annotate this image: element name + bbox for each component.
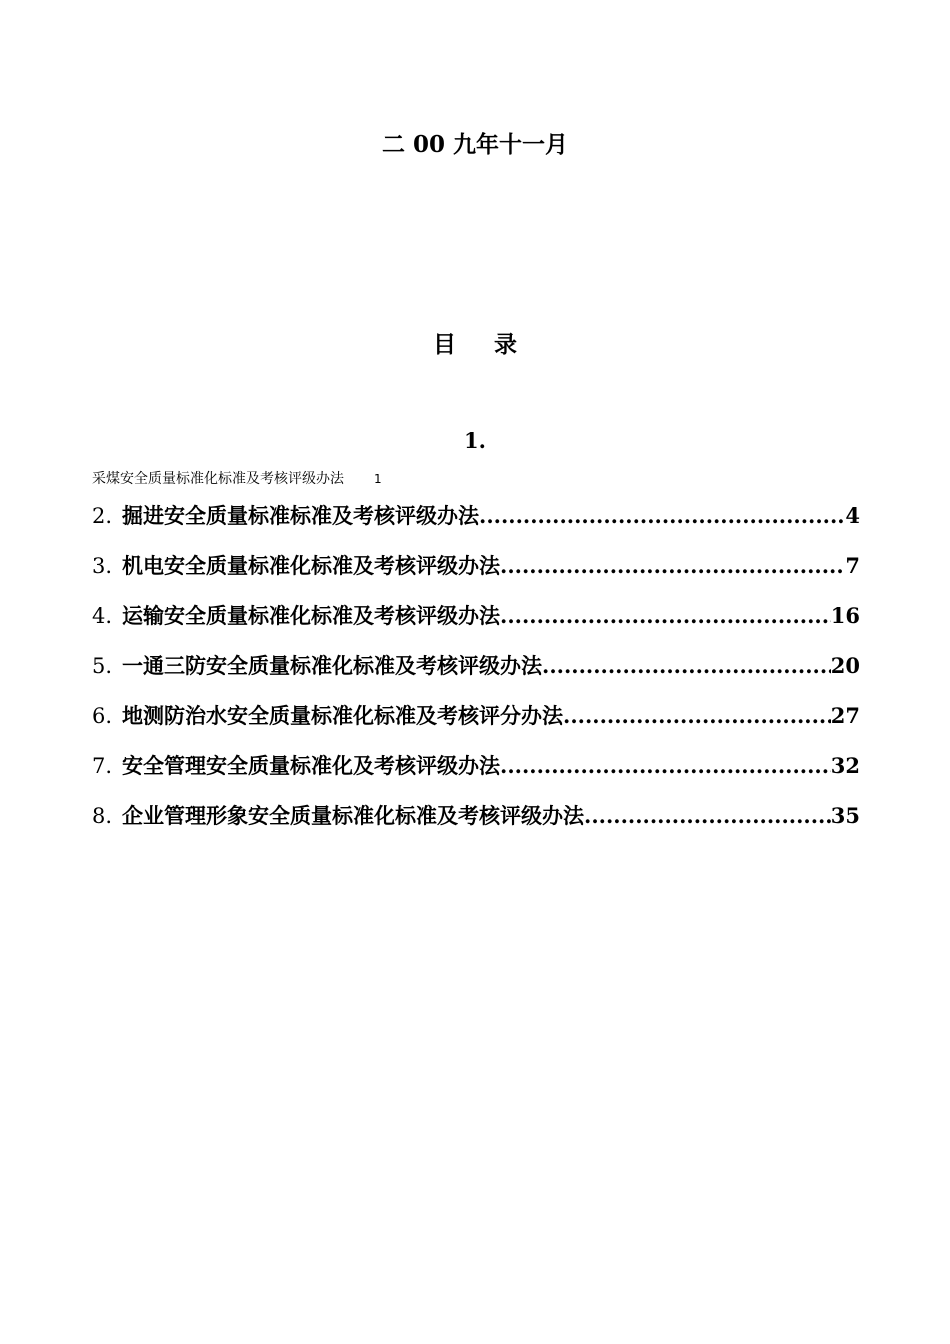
toc-item-label: 地测防治水安全质量标准化标准及考核评分办法	[122, 703, 564, 728]
toc-item-label: 运输安全质量标准化标准及考核评级办法	[122, 603, 501, 628]
toc-item-5[interactable]	[92, 650, 860, 700]
toc-title	[0, 326, 950, 359]
toc-item-number: 3.	[92, 554, 113, 578]
toc-item-6[interactable]	[92, 700, 860, 750]
toc-item-page: 35	[830, 803, 860, 828]
toc-title-left: 目	[433, 331, 456, 358]
toc-item-number: 6.	[92, 704, 113, 728]
toc-title-right: 录	[494, 331, 517, 358]
toc-item-page: 7	[845, 553, 860, 578]
toc-dot-leader	[584, 803, 831, 828]
toc-dot-leader	[563, 703, 831, 728]
toc-item-label: 掘进安全质量标准标准及考核评级办法	[122, 503, 480, 528]
toc-item-page: 4	[845, 503, 860, 528]
toc-dot-leader	[542, 653, 831, 678]
date-line: 二 00 九年十一月	[381, 131, 569, 158]
toc-item-number: 5.	[92, 654, 113, 678]
toc-item-1-number: 1.	[464, 428, 486, 453]
toc-dot-leader	[500, 603, 831, 628]
toc-item-page: 27	[830, 703, 860, 728]
toc-item-4[interactable]	[92, 600, 860, 650]
toc-item-1-page: 1	[374, 472, 382, 486]
toc-item-1-label: 采煤安全质量标准化标准及考核评级办法	[92, 471, 344, 487]
toc-item-number: 2.	[92, 504, 113, 528]
toc-list	[92, 500, 860, 850]
toc-item-2[interactable]	[92, 500, 860, 550]
toc-item-label: 企业管理形象安全质量标准化标准及考核评级办法	[122, 803, 585, 828]
toc-item-7[interactable]	[92, 750, 860, 800]
toc-item-label: 一通三防安全质量标准化标准及考核评级办法	[122, 653, 543, 678]
toc-item-number: 7.	[92, 754, 113, 778]
toc-item-3[interactable]	[92, 550, 860, 600]
toc-item-label: 安全管理安全质量标准化及考核评级办法	[122, 753, 501, 778]
toc-item-number: 4.	[92, 604, 113, 628]
toc-item-page: 20	[830, 653, 860, 678]
toc-item-page: 32	[830, 753, 860, 778]
toc-item-page: 16	[830, 603, 860, 628]
toc-dot-leader	[479, 503, 845, 528]
toc-item-1[interactable]	[92, 468, 382, 488]
toc-dot-leader	[500, 753, 831, 778]
toc-dot-leader	[500, 553, 845, 578]
toc-item-label: 机电安全质量标准化标准及考核评级办法	[122, 553, 501, 578]
toc-item-8[interactable]	[92, 800, 860, 850]
toc-item-number: 8.	[92, 804, 113, 828]
